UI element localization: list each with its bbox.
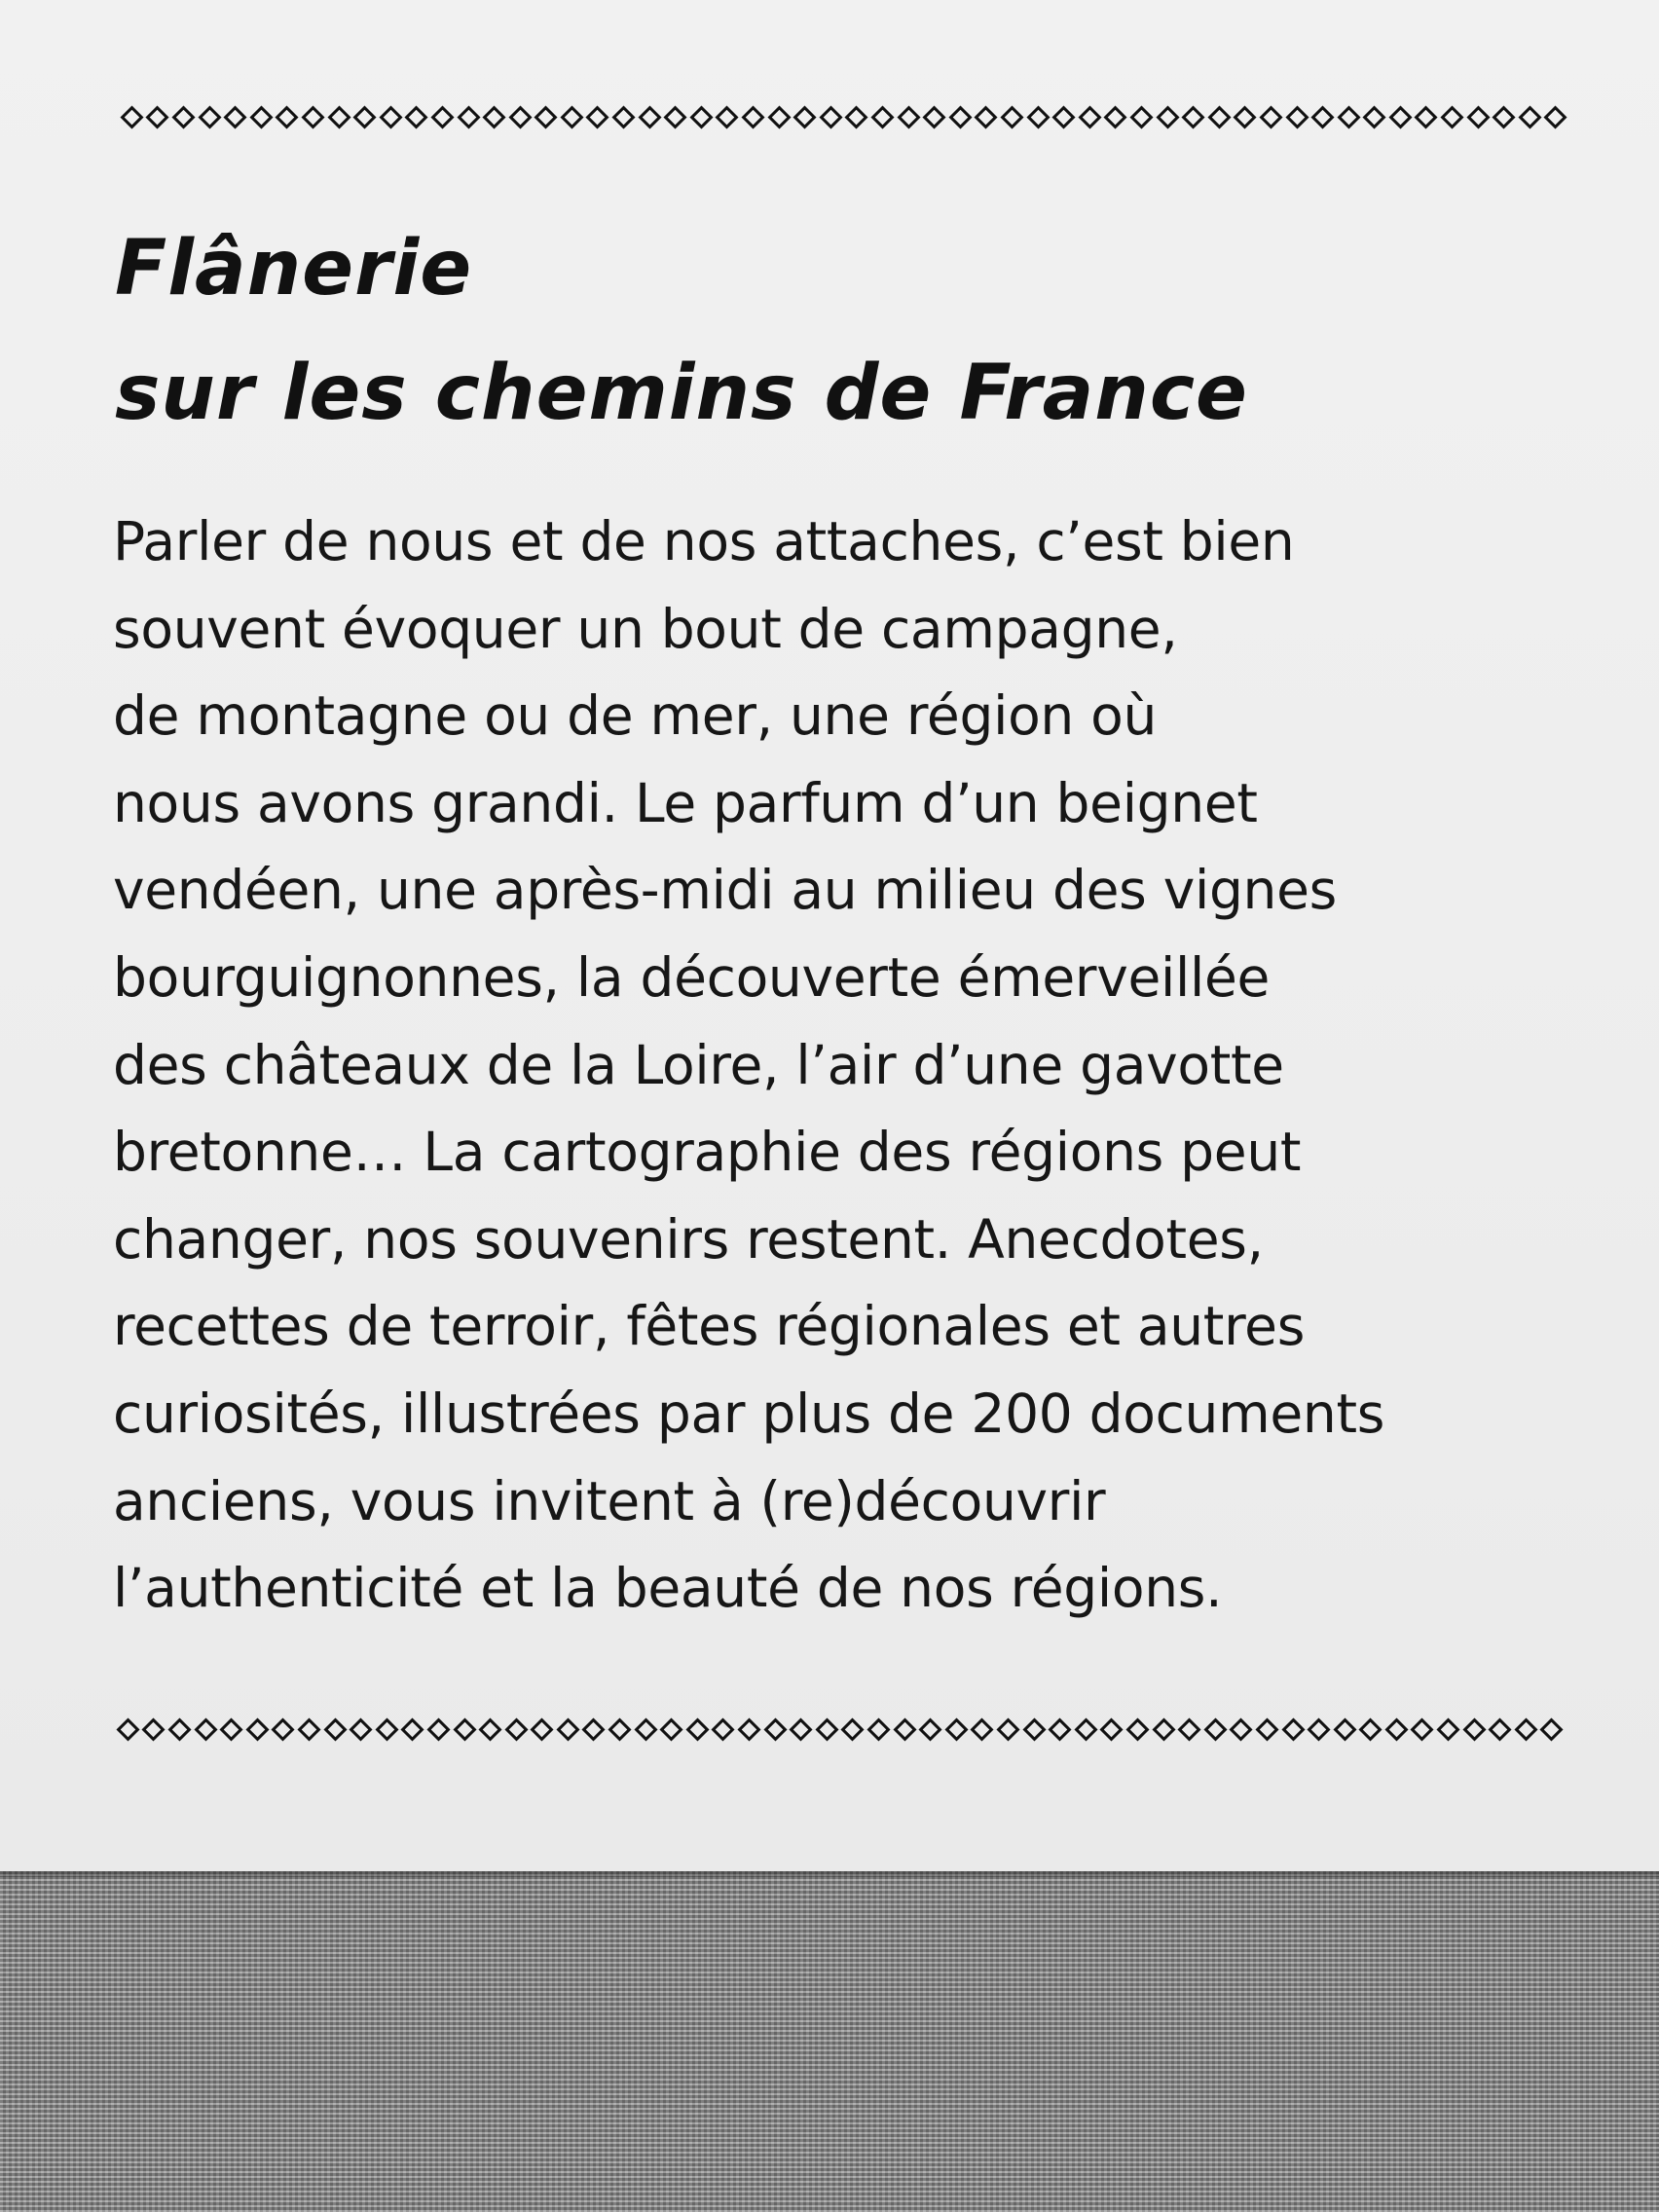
diamond-ornament: [504, 1717, 528, 1741]
diamond-ornament: [971, 1717, 994, 1741]
diamond-ornament: [167, 1717, 191, 1741]
diamond-ornament: [1384, 1717, 1408, 1741]
blurb-line: anciens, vous invitent à (re)découvrir: [113, 1469, 1106, 1532]
diamond-ornament: [1388, 105, 1412, 129]
diamond-ornament: [171, 105, 195, 129]
diamond-ornament: [1285, 105, 1309, 129]
diamond-ornament: [1000, 105, 1023, 129]
diamond-ornament: [738, 1717, 761, 1741]
diamond-ornament: [426, 1717, 450, 1741]
diamond-ornament: [272, 1717, 295, 1741]
diamond-ornament: [1540, 1717, 1564, 1741]
diamond-ornament: [1152, 1717, 1175, 1741]
diamond-ornament: [815, 1717, 838, 1741]
diamond-ornament: [1259, 105, 1282, 129]
top-diamond-border: [119, 99, 1579, 134]
diamond-ornament: [1462, 1717, 1486, 1741]
diamond-ornament: [1518, 105, 1541, 129]
diamond-ornament: [638, 105, 661, 129]
diamond-ornament: [948, 105, 972, 129]
diamond-ornament: [1182, 105, 1205, 129]
diamond-ornament: [793, 105, 817, 129]
book-title: [115, 206, 1575, 456]
diamond-ornament: [1234, 105, 1257, 129]
diamond-ornament: [996, 1717, 1019, 1741]
diamond-ornament: [1466, 105, 1490, 129]
diamond-ornament: [457, 105, 480, 129]
diamond-ornament: [245, 1717, 269, 1741]
diamond-ornament: [327, 105, 350, 129]
diamond-ornament: [1415, 105, 1438, 129]
diamond-ornament: [612, 105, 636, 129]
diamond-ornament: [1129, 105, 1153, 129]
diamond-ornament: [660, 1717, 683, 1741]
diamond-ornament: [1074, 1717, 1097, 1741]
diamond-ornament: [276, 105, 299, 129]
diamond-ornament: [1363, 105, 1386, 129]
diamond-ornament: [297, 1717, 320, 1741]
diamond-ornament: [1207, 105, 1231, 129]
diamond-ornament: [897, 105, 920, 129]
diamond-ornament: [586, 105, 609, 129]
blurb-line: bretonne… La cartographie des régions peut: [113, 1121, 1302, 1184]
diamond-ornament: [375, 1717, 398, 1741]
diamond-ornament: [1489, 1717, 1512, 1741]
book-title-line-1: Flânerie: [115, 225, 473, 313]
blurb-line: de montagne ou de mer, une région où: [113, 684, 1158, 748]
diamond-ornament: [1100, 1717, 1124, 1741]
diamond-ornament: [120, 105, 143, 129]
diamond-ornament: [689, 105, 713, 129]
diamond-ornament: [944, 1717, 968, 1741]
diamond-ornament: [866, 1717, 890, 1741]
diamond-ornament: [1441, 105, 1464, 129]
blurb-line: changer, nos souvenirs restent. Anecdotes,: [113, 1207, 1264, 1271]
diamond-ornament: [1359, 1717, 1382, 1741]
diamond-ornament: [712, 1717, 735, 1741]
diamond-ornament: [608, 1717, 632, 1741]
diamond-ornament: [508, 105, 532, 129]
diamond-ornament: [1255, 1717, 1278, 1741]
diamond-ornament: [1078, 105, 1101, 129]
diamond-ornament: [194, 1717, 217, 1741]
diamond-ornament: [634, 1717, 657, 1741]
diamond-ornament: [350, 1717, 373, 1741]
diamond-ornament: [1022, 1717, 1046, 1741]
diamond-ornament: [116, 1717, 139, 1741]
diamond-ornament: [224, 105, 247, 129]
blurb-line: curiosités, illustrées par plus de 200 documents: [113, 1382, 1385, 1445]
diamond-ornament: [1178, 1717, 1201, 1741]
diamond-ornament: [763, 1717, 787, 1741]
diamond-ornament: [1049, 1717, 1072, 1741]
diamond-ornament: [1493, 105, 1516, 129]
blurb-line: recettes de terroir, fêtes régionales et autres: [113, 1295, 1306, 1358]
diamond-ornament: [531, 1717, 554, 1741]
diamond-ornament: [249, 105, 273, 129]
diamond-ornament: [582, 1717, 606, 1741]
blurb-line: l’authenticité et la beauté de nos régions.: [113, 1557, 1223, 1620]
diamond-ornament: [1437, 1717, 1460, 1741]
diamond-ornament: [379, 105, 402, 129]
diamond-ornament: [483, 105, 506, 129]
diamond-ornament: [893, 1717, 916, 1741]
diamond-ornament: [323, 1717, 347, 1741]
diamond-ornament: [767, 105, 791, 129]
diamond-ornament: [919, 1717, 942, 1741]
diamond-ornament: [556, 1717, 579, 1741]
diamond-ornament: [479, 1717, 502, 1741]
diamond-ornament: [146, 105, 169, 129]
diamond-ornament: [841, 1717, 865, 1741]
blurb-line: Parler de nous et de nos attaches, c’est bien: [113, 510, 1295, 572]
diamond-ornament: [1052, 105, 1076, 129]
diamond-ornament: [1156, 105, 1179, 129]
diamond-ornament: [405, 105, 428, 129]
blurb-line: vendéen, une après-midi au milieu des vignes: [113, 859, 1338, 922]
book-title-line-2: sur les chemins de France: [115, 350, 1248, 437]
diamond-ornament: [560, 105, 583, 129]
diamond-ornament: [301, 105, 324, 129]
diamond-ornament: [1203, 1717, 1227, 1741]
diamond-ornament: [975, 105, 998, 129]
diamond-ornament: [1311, 105, 1335, 129]
fabric-background: [0, 1871, 1659, 2212]
diamond-ornament: [401, 1717, 424, 1741]
diamond-ornament: [664, 105, 687, 129]
blurb-line: des châteaux de la Loire, l’air d’une gavotte: [113, 1033, 1284, 1096]
diamond-ornament: [870, 105, 894, 129]
blurb-line: nous avons grandi. Le parfum d’un beignet: [113, 771, 1258, 834]
diamond-ornament: [1026, 105, 1050, 129]
bottom-diamond-border: [115, 1712, 1577, 1747]
diamond-ornament: [716, 105, 739, 129]
diamond-ornament: [685, 1717, 709, 1741]
diamond-ornament: [353, 105, 377, 129]
diamond-ornament: [819, 105, 842, 129]
diamond-ornament: [1308, 1717, 1331, 1741]
diamond-ornament: [198, 105, 221, 129]
diamond-ornament: [535, 105, 558, 129]
diamond-ornament: [1281, 1717, 1305, 1741]
diamond-ornament: [845, 105, 868, 129]
diamond-ornament: [1544, 105, 1567, 129]
diamond-ornament: [1411, 1717, 1434, 1741]
diamond-ornament: [220, 1717, 243, 1741]
diamond-ornament: [1230, 1717, 1253, 1741]
diamond-ornament: [1104, 105, 1127, 129]
diamond-ornament: [923, 105, 946, 129]
diamond-ornament: [1514, 1717, 1537, 1741]
blurb-line: bourguignonnes, la découverte émerveillée: [113, 945, 1271, 1009]
diamond-ornament: [453, 1717, 476, 1741]
diamond-ornament: [430, 105, 454, 129]
diamond-ornament: [142, 1717, 166, 1741]
diamond-ornament: [1125, 1717, 1149, 1741]
diamond-ornament: [790, 1717, 813, 1741]
diamond-ornament: [1337, 105, 1360, 129]
diamond-ornament: [742, 105, 765, 129]
blurb-line: souvent évoquer un bout de campagne,: [113, 597, 1178, 660]
blurb-paragraph: [113, 498, 1603, 1633]
diamond-ornament: [1333, 1717, 1356, 1741]
